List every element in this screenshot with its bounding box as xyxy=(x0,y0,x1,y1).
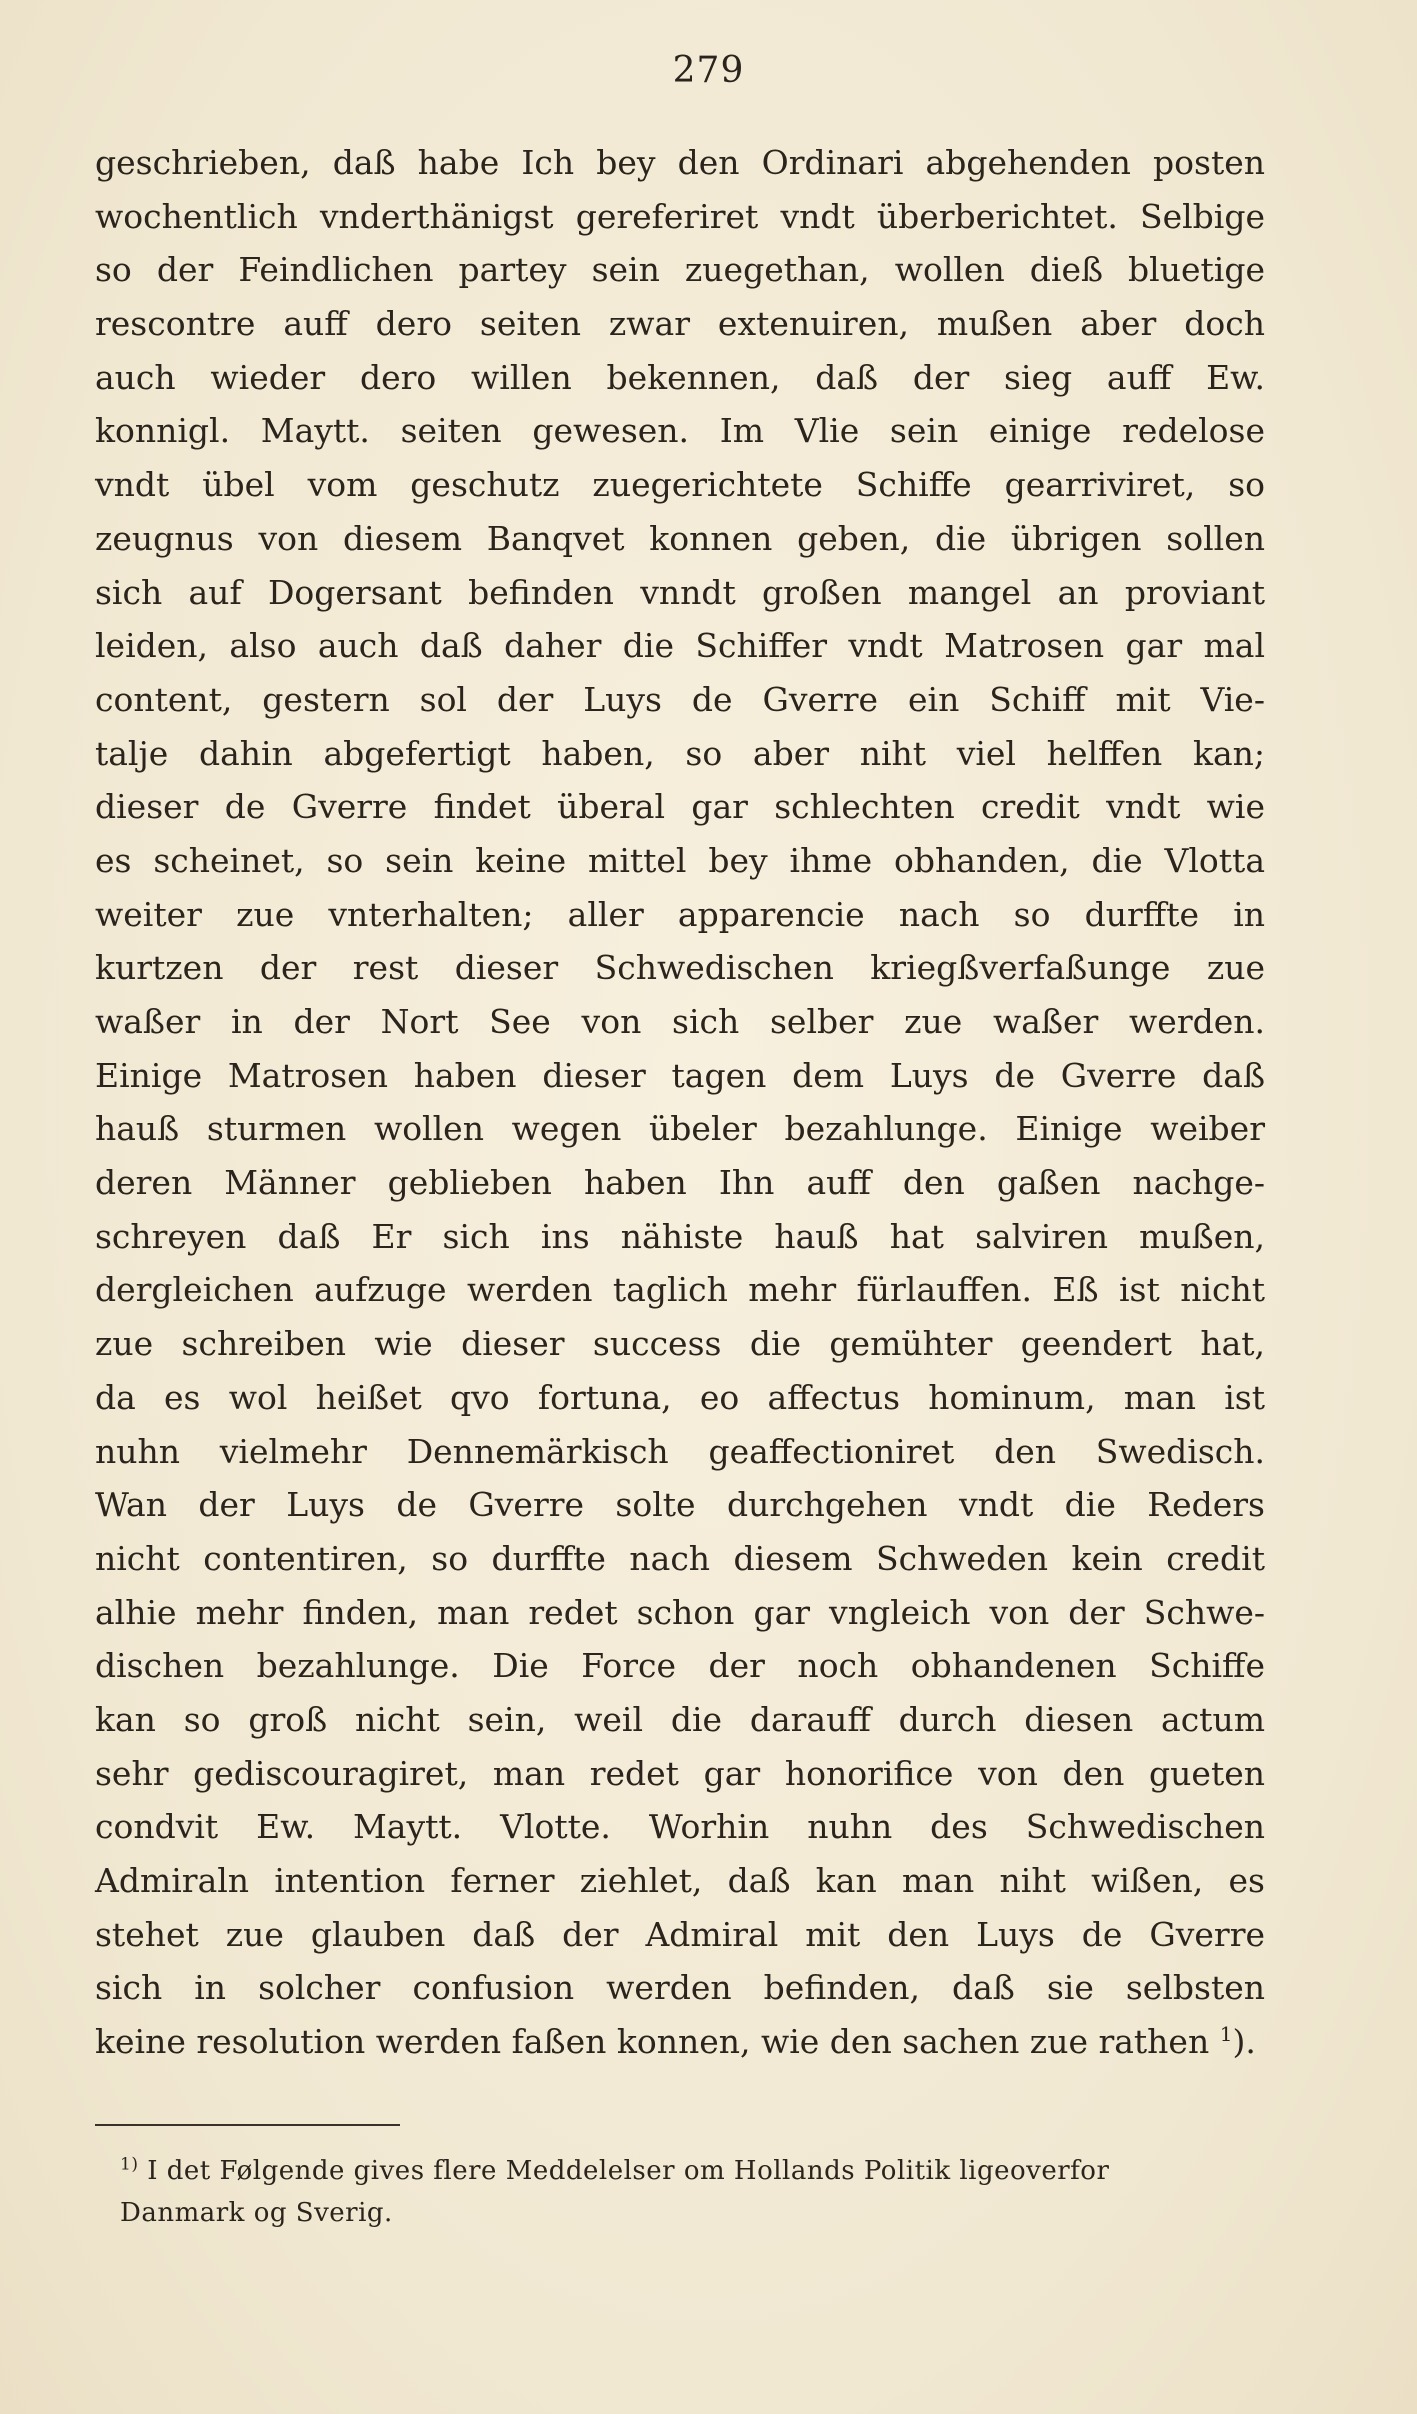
text-line: zeugnus von diesem Banqvet konnen geben, die übrigen sollen xyxy=(95,518,1265,558)
text-line: wochentlich vnderthänigst gereferiret vndt überberichtet. Selbige xyxy=(95,196,1265,236)
last-line-end: ). xyxy=(1232,2022,1256,2062)
text-line: zue schreiben wie dieser success die gemühter geendert hat, xyxy=(95,1324,1265,1364)
text-line: kan so groß nicht sein, weil die darauff durch diesen actum xyxy=(95,1699,1265,1739)
text-line: vndt übel vom geschutz zuegerichtete Schiffe gearriviret, so xyxy=(95,465,1265,505)
text-line: Admiraln intention ferner ziehlet, daß kan man niht wißen, es xyxy=(95,1861,1265,1900)
text-line: dergleichen aufzuge werden taglich mehr fürlauffen. Eß ist nicht xyxy=(95,1270,1265,1310)
text-line: content, gestern sol der Luys de Gverre ein Schiff mit Vie- xyxy=(95,679,1265,719)
text-line: es scheinet, so sein keine mittel bey ihme obhanden, die Vlotta xyxy=(95,840,1265,880)
last-line-text: keine resolution werden faßen konnen, wie den sachen zue rathen xyxy=(95,2022,1210,2062)
text-line: sich in solcher confusion werden befinden, daß sie selbsten xyxy=(95,1968,1265,2008)
text-line: stehet zue glauben daß der Admiral mit den Luys de Gverre xyxy=(95,1914,1265,1954)
text-line: kurtzen der rest dieser Schwedischen kriegßverfaßunge zue xyxy=(95,948,1265,988)
footnote-marker: 1) xyxy=(120,2154,139,2175)
text-line: weiter zue vnterhalten; aller apparencie nach so durffte in xyxy=(95,894,1265,934)
text-line: condvit Ew. Maytt. Vlotte. Worhin nuhn des Schwedischen xyxy=(95,1807,1265,1847)
text-line-last xyxy=(95,2015,1265,2069)
text-line: rescontre auff dero seiten zwar extenuiren, mußen aber doch xyxy=(95,304,1265,344)
text-line: dieser de Gverre findet überal gar schlechten credit vndt wie xyxy=(95,787,1265,827)
text-line: da es wol heißet qvo fortuna, eo affectus hominum, man ist xyxy=(95,1377,1265,1417)
text-line: dischen bezahlunge. Die Force der noch obhandenen Schiffe xyxy=(95,1646,1265,1686)
text-line: sehr gediscouragiret, man redet gar honorifice von den gueten xyxy=(95,1753,1265,1793)
text-line: Einige Matrosen haben dieser tagen dem Luys de Gverre daß xyxy=(95,1055,1265,1095)
body-text xyxy=(95,136,1265,2069)
text-line: talje dahin abgefertigt haben, so aber niht viel helffen kan; xyxy=(95,733,1265,773)
text-line: sich auf Dogersant befinden vnndt großen mangel an proviant xyxy=(95,572,1265,612)
text-line: nicht contentiren, so durffte nach diesem Schweden kein credit xyxy=(95,1538,1265,1578)
text-line: leiden, also auch daß daher die Schiffer vndt Matrosen gar mal xyxy=(95,626,1265,666)
text-line: so der Feindlichen partey sein zuegethan, wollen dieß bluetige xyxy=(95,250,1265,290)
text-line: schreyen daß Er sich ins nähiste hauß hat salviren mußen, xyxy=(95,1216,1265,1256)
text-line: nuhn vielmehr Dennemärkisch geaffectioniret den Swedisch. xyxy=(95,1431,1265,1471)
text-line: auch wieder dero willen bekennen, daß der sieg auff Ew. xyxy=(95,357,1265,397)
text-line: deren Männer geblieben haben Ihn auff den gaßen nachge- xyxy=(95,1163,1265,1203)
text-line: Wan der Luys de Gverre solte durchgehen vndt die Reders xyxy=(95,1485,1265,1525)
footnote-reference[interactable]: 1 xyxy=(1219,2022,1233,2047)
text-line: waßer in der Nort See von sich selber zue waßer werden. xyxy=(95,1002,1265,1041)
text-line: konnigl. Maytt. seiten gewesen. Im Vlie sein einige redelose xyxy=(95,411,1265,451)
text-line: hauß sturmen wollen wegen übeler bezahlunge. Einige weiber xyxy=(95,1109,1265,1149)
footnote-line-1 xyxy=(120,2150,1270,2192)
text-line: geschrieben, daß habe Ich bey den Ordinari abgehenden posten xyxy=(95,143,1265,182)
footnote-line-2: Danmark og Sverig. xyxy=(120,2198,393,2228)
footnote xyxy=(120,2150,1270,2234)
page-number: 279 xyxy=(672,50,745,91)
footnote-divider xyxy=(95,2124,400,2126)
footnote-text-1: I det Følgende gives flere Meddelelser om Hollands Politik ligeoverfor xyxy=(147,2156,1110,2186)
text-line: alhie mehr finden, man redet schon gar vngleich von der Schwe- xyxy=(95,1592,1265,1632)
